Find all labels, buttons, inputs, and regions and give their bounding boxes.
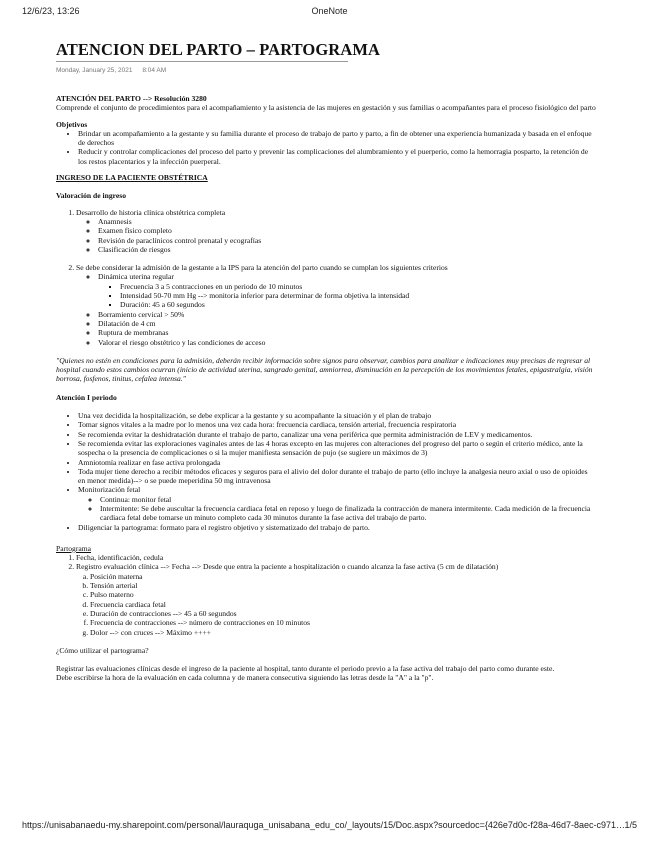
list-item: • Reducir y controlar complicaciones del proceso del parto y prevenir las complicaciones del alumbramiento y el puerperio, como la hemorragia posparto, la retención de los restos placentarios y la infección puerperal. xyxy=(78,147,596,166)
atencion-heading: Atención I periodo xyxy=(56,392,117,402)
list-item: ◦ Examen físico completo xyxy=(98,226,596,235)
page-time: 8:04 AM xyxy=(142,67,167,74)
list-item: 1. Fecha, identificación, cedula xyxy=(76,553,596,562)
list-item: ▪ Intensidad 50-70 mm Hg --> monitoria inferior para determinar de forma objetiva la intensidad xyxy=(120,291,596,300)
page-title: ATENCION DEL PARTO – PARTOGRAMA xyxy=(56,40,381,59)
list-item: • Toda mujer tiene derecho a recibir métodos eficaces y seguros para el alivio del dolor durante el trabajo de parto (ello incluye la analgesia neuro axial o uso de opioides en menor medida)--> o se puede meperidina 50 mg intravenosa xyxy=(78,467,596,486)
list-item: ◦ Ruptura de membranas xyxy=(98,328,596,337)
list-item xyxy=(76,562,596,571)
title-underline xyxy=(56,61,348,62)
list-item: • Se recomienda evitar las exploraciones vaginales antes de las 4 horas excepto en las mujeres con alteraciones del progreso del parto o según el criterio médico, ante la sospecha o la presencia de complicaciones o si la mujer manifiesta sensación de pujo (se sugiere un máximos de 3) xyxy=(78,439,596,458)
ingreso-heading: INGRESO DE LA PACIENTE OBSTÉTRICA xyxy=(56,173,208,183)
list-item: e. Duración de contracciones --> 45 a 60 segundos xyxy=(90,609,596,618)
list-item: g. Dolor --> con cruces --> Máximo ++++ xyxy=(90,628,596,637)
atencion-list xyxy=(56,411,596,532)
list-item: d. Frecuencia cardiaca fetal xyxy=(90,600,596,609)
list-item: • Una vez decidida la hospitalización, se debe explicar a la gestante y su acompañante la situación y el plan de trabajo xyxy=(78,411,596,420)
list-item: ▪ Frecuencia 3 a 5 contracciones en un periodo de 10 minutos xyxy=(120,282,596,291)
page-timestamp xyxy=(56,67,596,74)
list-item: c. Pulso materno xyxy=(90,590,596,599)
list-item: ◦ Dilatación de 4 cm xyxy=(98,319,596,328)
page-body xyxy=(56,74,596,683)
list-item-text: Monitorización fetal xyxy=(78,485,141,495)
list-item: ◦ Borramiento cervical > 50% xyxy=(98,310,596,319)
partograma-sub-list xyxy=(56,572,596,637)
valoracion-list xyxy=(56,208,596,347)
list-item: • Amniotomía realizar en fase activa prolongada xyxy=(78,458,596,467)
sub-list xyxy=(78,495,596,523)
partograma-list xyxy=(56,553,596,572)
intro-text: Comprende el conjunto de procedimientos para el acompañamiento y la asistencia de las mujeres en gestación y sus familias o acompañantes para el proceso fisiológico del parto xyxy=(56,103,596,113)
browser-print-footer xyxy=(22,820,637,834)
list-item: ◦ Anamnesis xyxy=(98,217,596,226)
print-datetime: 12/6/23, 13:26 xyxy=(22,6,80,16)
sub-sub-list xyxy=(98,282,596,310)
list-item: ◦ Continua: monitor fetal xyxy=(100,495,596,504)
intro-heading: ATENCIÓN DEL PARTO --> Resolución 3280 xyxy=(56,94,207,103)
list-item: ▪ Duración: 45 a 60 segundos xyxy=(120,300,596,309)
list-item: ◦ Revisión de paraclínicos control prenatal y ecografías xyxy=(98,236,596,245)
sub-list xyxy=(76,272,596,346)
admission-quote: "Quienes no estén en condiciones para la admisión, deberán recibir información sobre signos para observar, cambios para analizar e indicaciones muy precisas de regresar al hospital cuando estos cambios ocurran (inicio de actividad uterina, sangrado genital, amniorrea, disminución en la percepción de los movimientos fetales, epigastralgia, visión borrosa, fosfenos, tinitus, cefalea intensa." xyxy=(56,355,593,384)
partograma-heading: Partograma xyxy=(56,543,92,553)
list-item-text: Desarrollo de historia clínica obstétrica completa xyxy=(76,207,226,217)
list-item: • Diligenciar la partograma: formato para el registro objetivo y sistematizado del trabajo de parto. xyxy=(78,523,596,532)
list-item xyxy=(76,263,596,347)
list-item: b. Tensión arterial xyxy=(90,581,596,590)
list-item xyxy=(76,208,596,263)
list-item xyxy=(78,485,596,522)
browser-print-header xyxy=(22,6,637,20)
list-item: ◦ Intermitente: Se debe auscultar la frecuencia cardiaca fetal en reposo y luego de finalizada la contracción de manera intermitente. Cada medición de la frecuencia cardiaca fetal debe tomarse un minuto completo cada 30 minutos durante la fase activa del trabajo de parto. xyxy=(100,504,596,523)
list-item: a. Posición materna xyxy=(90,572,596,581)
page-date: Monday, January 25, 2021 xyxy=(56,67,133,74)
onenote-page xyxy=(56,40,596,683)
partograma-question: ¿Cómo utilizar el partograma? xyxy=(56,645,149,655)
print-app-name: OneNote xyxy=(311,6,348,16)
list-item: ◦ Valorar el riesgo obstétrico y las condiciones de acceso xyxy=(98,338,596,347)
objectives-heading: Objetivos xyxy=(56,119,88,129)
objectives-list xyxy=(56,129,596,166)
sub-list xyxy=(76,217,596,254)
partograma-paragraph: Debe escribirse la hora de la evaluación en cada columna y de manera consecutiva siguiendo las letras desde la "A" a la "p". xyxy=(56,673,434,683)
print-url: https://unisabanaedu-my.sharepoint.com/personal/lauraquga_unisabana_edu_co/_layouts/15/Doc.aspx?sourcedoc={426e7d0c-f28a-46d7-8aec-c971… xyxy=(22,820,625,830)
list-item: f. Frecuencia de contracciones --> número de contracciones en 10 minutos xyxy=(90,618,596,627)
list-item: • Brindar un acompañamiento a la gestante y su familia durante el proceso de trabajo de parto y parto, a fin de obtener una experiencia humanizada y basada en el enfoque de derechos xyxy=(78,129,596,148)
list-item-text: Registro evaluación clínica --> Fecha --> Desde que entra la paciente a hospitalización o cuando alcanza la fase activa (5 cm de dilatación) xyxy=(76,562,499,572)
valoracion-heading: Valoración de ingreso xyxy=(56,191,127,201)
list-item-text: Dinámica uterina regular xyxy=(98,272,174,282)
partograma-paragraph: Registrar las evaluaciones clínicas desde el ingreso de la paciente al hospital, tanto durante el periodo previo a la fase activa del trabajo del parto como durante este. xyxy=(56,664,555,674)
list-item: ◦ Clasificación de riesgos xyxy=(98,245,596,254)
list-item: • Tomar signos vitales a la madre por lo menos una vez cada hora: frecuencia cardiaca, tensión arterial, frecuencia respiratoria xyxy=(78,420,596,429)
list-item: • Se recomienda evitar la deshidratación durante el trabajo de parto, canalizar una vena periférica que permita administración de LEV y medicamentos. xyxy=(78,430,596,439)
list-item xyxy=(98,272,596,309)
list-item-text: Se debe considerar la admisión de la gestante a la IPS para la atención del parto cuando se cumplan los siguientes criterios xyxy=(76,263,448,273)
print-page-indicator: 1/5 xyxy=(624,820,637,830)
